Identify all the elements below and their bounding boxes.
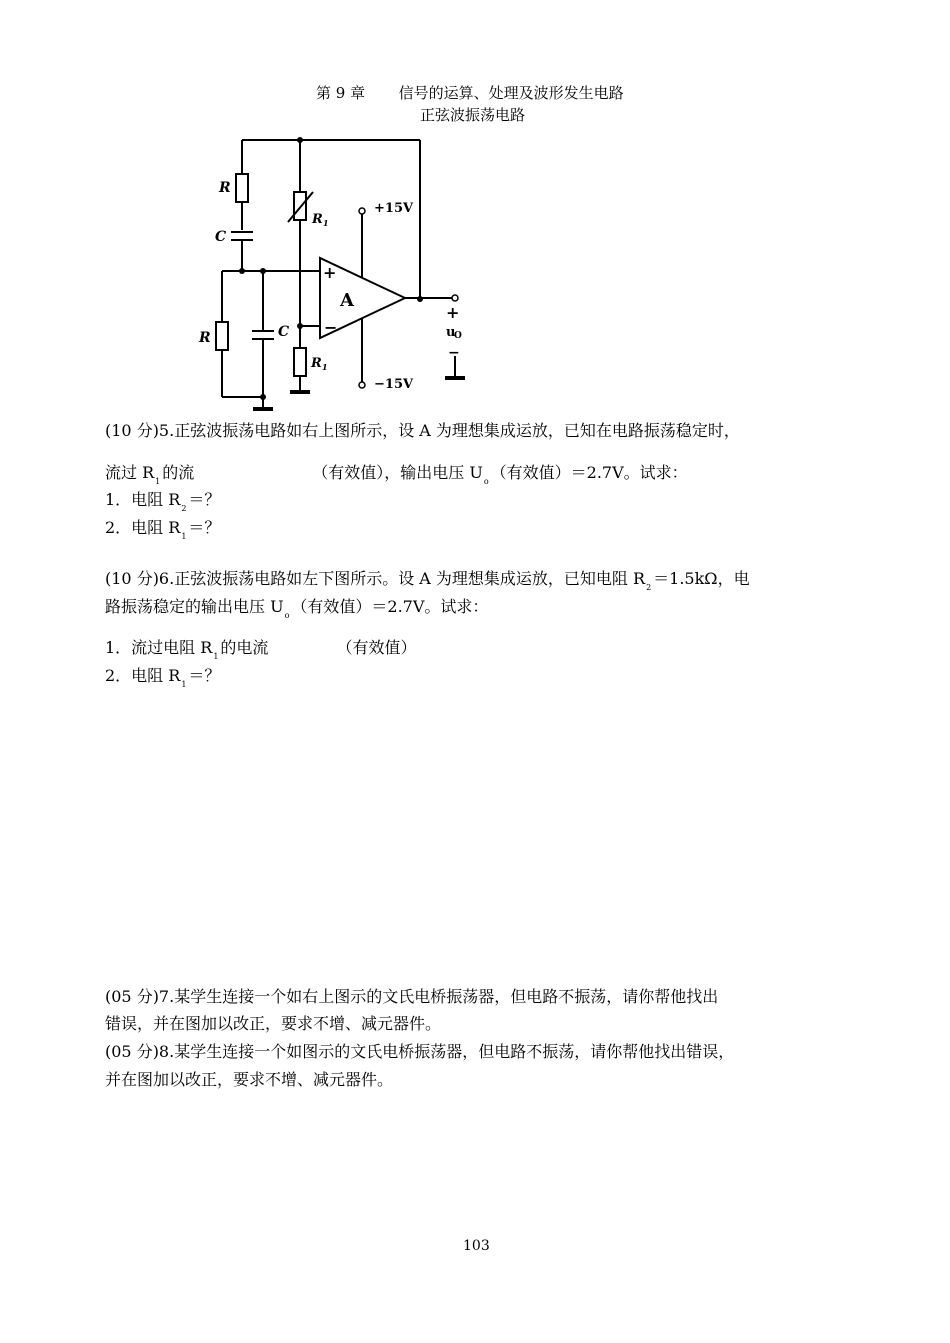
q8-line2: 并在图加以改正，要求不增、减元器件。 [105, 1070, 394, 1089]
q6-line1-text-a: (10 分)6.正弦波振荡电路如左下图所示。设 A 为理想集成运放，已知电阻 R [105, 569, 646, 588]
q6-line2-text-a: 路振荡稳定的输出电压 U [105, 597, 284, 616]
label-r1-bottom-sub: 1 [322, 362, 328, 372]
q6-item1-text-c: （有效值） [336, 638, 417, 657]
wien-bridge-circuit-diagram [190, 130, 480, 415]
q5-line2-sub2: o [483, 477, 489, 486]
page-number: 103 [463, 1238, 490, 1254]
q6-item2-sub: 1 [181, 680, 187, 689]
label-uo-sub: O [454, 331, 462, 341]
label-r-bottom: R [199, 330, 211, 346]
q5-line2-text-a: 流过 R [105, 463, 155, 482]
label-r1-top: R [312, 212, 323, 227]
label-c-bottom: C [278, 324, 290, 340]
q6-line2-sub: o [284, 611, 290, 620]
label-r-top: R [219, 180, 231, 196]
label-vneg: −15V [374, 377, 414, 392]
q5-item2-sub: 1 [181, 532, 187, 541]
q6-line1-text-b: ＝1.5kΩ，电 [653, 569, 750, 588]
q5-line2-text-d: （有效值）＝2.7V。试求： [490, 463, 688, 482]
q6-line2 [105, 593, 488, 630]
q6-line2-text-b: （有效值）＝2.7V。试求： [291, 597, 489, 616]
label-out-plus: + [446, 303, 460, 322]
q7-line1: (05 分)7.某学生连接一个如右上图示的文氏电桥振荡器，但电路不振荡，请你帮他找出 [105, 987, 719, 1006]
q6-item1-text-b: 的电流 [220, 638, 269, 657]
chapter-title: 信号的运算、处理及波形发生电路 [398, 84, 624, 102]
q5-item2 [105, 514, 220, 551]
q6-item2-text-b: ＝？ [188, 666, 221, 685]
label-minus-input: − [324, 318, 338, 337]
q6-item2 [105, 662, 220, 699]
q6-item2-text-a: 2．电阻 R [105, 666, 181, 685]
chapter-number: 第 9 章 [316, 84, 366, 102]
q5-item1-text-b: ＝？ [188, 490, 221, 509]
q5-item1-text-a: 1．电阻 R [105, 490, 181, 509]
q5-line1: (10 分)5.正弦波振荡电路如右上图所示，设 A 为理想集成运放，已知在电路振荡稳定时， [105, 421, 740, 440]
label-plus-input: + [323, 263, 337, 282]
chapter-heading [316, 82, 624, 103]
label-opamp: A [340, 290, 354, 311]
q5-item2-text-b: ＝？ [188, 518, 221, 537]
label-c-top: C [215, 229, 227, 245]
q6-item1-sub: 1 [213, 652, 219, 661]
label-vpos: +15V [374, 201, 414, 216]
q5-line2-text-c: （有效值），输出电压 U [312, 463, 483, 482]
label-uo: u [446, 325, 456, 340]
q5-line2-text-b: 的流 [162, 463, 195, 482]
label-out-minus: − [448, 345, 460, 361]
q6-line1-sub: 2 [646, 583, 652, 592]
q7-line2: 错误，并在图加以改正，要求不增、减元器件。 [105, 1014, 442, 1033]
label-r1-top-sub: 1 [323, 218, 329, 228]
q6-item1-text-a: 1．流过电阻 R [105, 638, 213, 657]
q5-item1-sub: 2 [181, 504, 187, 513]
q5-item2-text-a: 2．电阻 R [105, 518, 181, 537]
q8-line1: (05 分)8.某学生连接一个如图示的文氏电桥振荡器，但电路不振荡，请你帮他找出错误， [105, 1042, 735, 1061]
q5-line2-sub1: 1 [155, 477, 161, 486]
section-title: 正弦波振荡电路 [420, 106, 526, 124]
label-r1-bottom: R [311, 356, 322, 371]
